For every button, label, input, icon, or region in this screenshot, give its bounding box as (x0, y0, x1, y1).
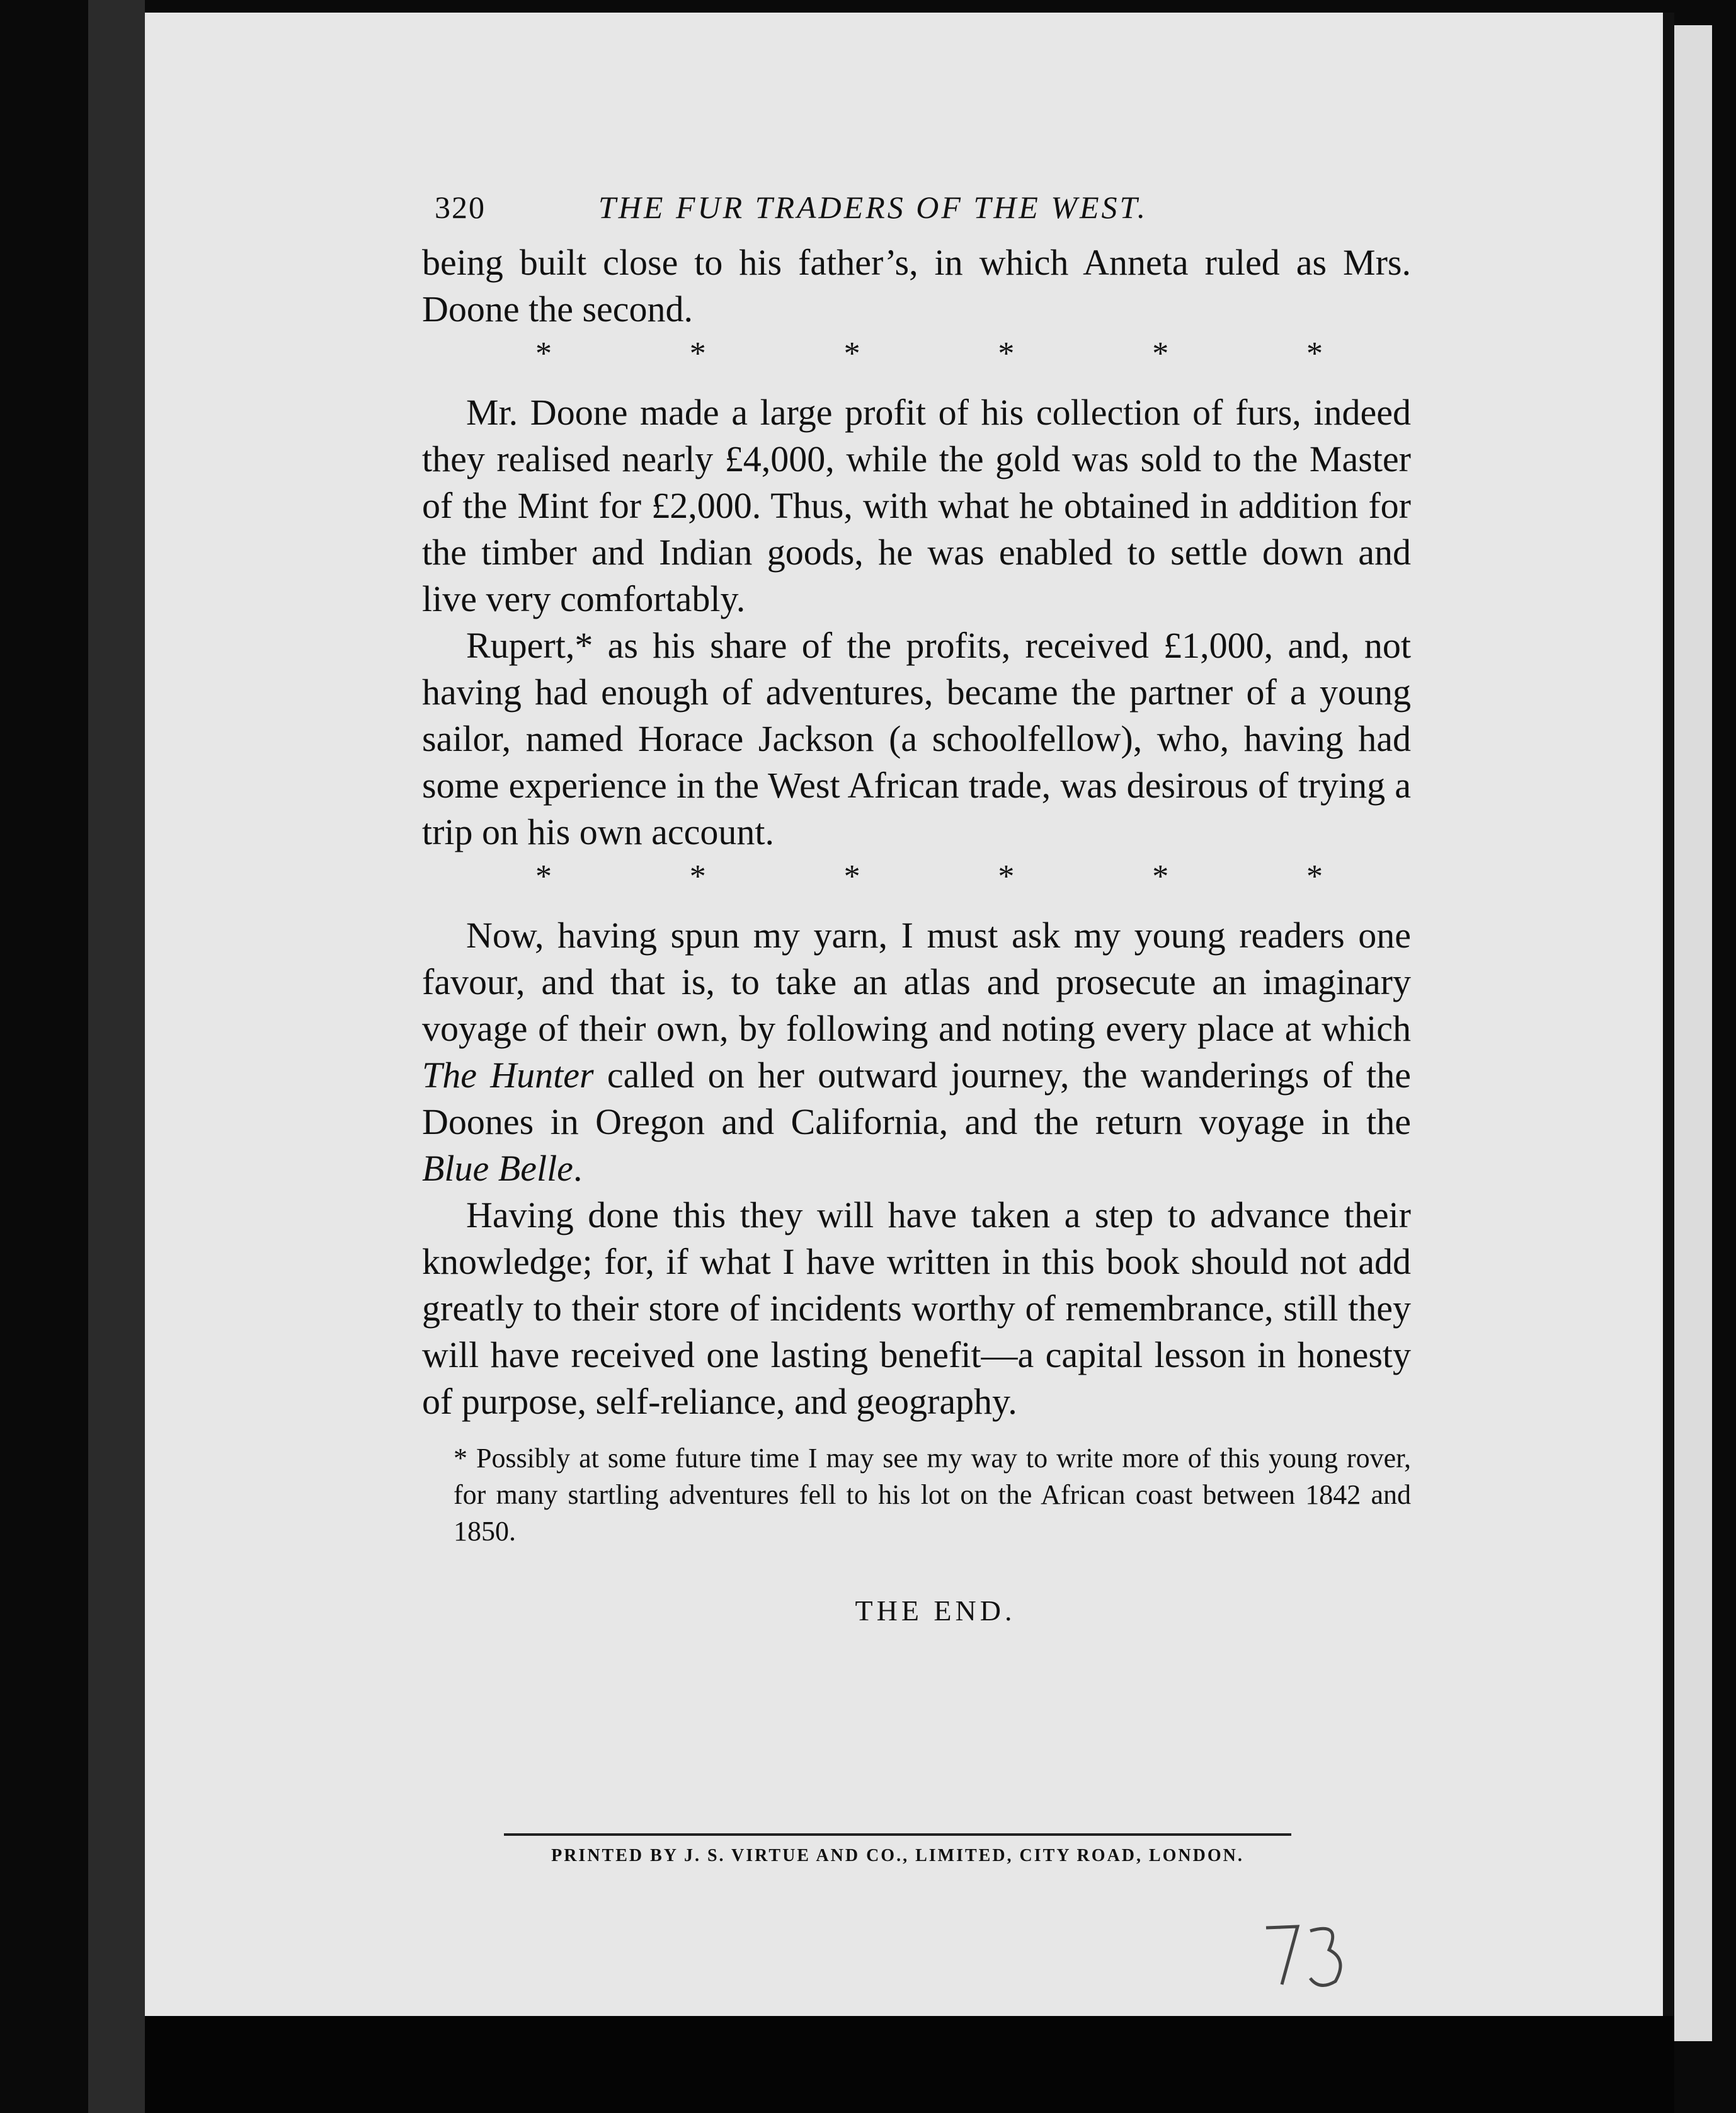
section-star: * (998, 336, 1015, 372)
ship-name-blue-belle: Blue Belle (422, 1148, 573, 1189)
handwritten-pencil-mark (1260, 1915, 1354, 1991)
paragraph-rupert: Rupert,* as his share of the profits, received £1,000, and, not having had enough of adventures, became the partner of a young sailor, named Horace Jackson (a schoolfellow), who, having had some experience in the West African trade, was desirous of trying a trip on his own account. (422, 625, 1411, 852)
book-binding (88, 0, 145, 2113)
page-edge (1663, 13, 1674, 2016)
bottom-shadow (145, 2016, 1674, 2113)
paragraph-yarn-text: Now, having spun my yarn, I must ask my young readers one favour, and that is, to take an atlas and prosecute an imaginary voyage of their own, by following and noting every place at which (422, 915, 1411, 1049)
continued-paragraph: being built close to his father’s, in which Anneta ruled as Mrs. Doone the second. (422, 242, 1411, 329)
footnote (422, 1440, 1411, 1550)
text-block (422, 183, 1411, 1627)
adjacent-page-sliver (1674, 25, 1712, 2041)
section-break-stars (422, 335, 1411, 373)
section-star: * (1152, 859, 1169, 895)
imprint-rule (504, 1833, 1291, 1836)
ship-name-hunter: The Hunter (422, 1055, 594, 1096)
section-star: * (689, 859, 706, 895)
paragraph-yarn-text: . (573, 1148, 583, 1189)
paragraph-yarn (422, 912, 1411, 1192)
running-head (422, 183, 1411, 239)
section-star: * (535, 336, 552, 372)
section-star: * (689, 336, 706, 372)
section-star: * (998, 859, 1015, 895)
section-break-stars (422, 858, 1411, 896)
section-star: * (1152, 336, 1169, 372)
section-star: * (1306, 336, 1323, 372)
section-star: * (843, 859, 860, 895)
paragraph-profit: Mr. Doone made a large profit of his collection of furs, indeed they realised nearly £4,000, while the gold was sold to the Master of the Mint for £2,000. Thus, with what he obtained in addition for the timber and Indian goods, he was enabled to settle down and live very comfortably. (422, 392, 1411, 619)
section-star: * (535, 859, 552, 895)
page-number: 320 (435, 190, 486, 225)
section-star: * (843, 336, 860, 372)
running-head-title: THE FUR TRADERS OF THE WEST. (598, 190, 1148, 225)
paragraph-yarn-text: called on her outward journey, the wanderings of the Doones in Oregon and California, and the return voyage in the (422, 1055, 1411, 1142)
the-end-heading: THE END. (855, 1595, 1016, 1627)
printer-imprint: PRINTED BY J. S. VIRTUE AND CO., LIMITED, CITY ROAD, LONDON. (551, 1846, 1244, 1865)
footnote-text: * Possibly at some future time I may see my way to write more of this young rover, for many startling adventures fell to his lot on the African coast between 1842 and 1850. (454, 1443, 1411, 1547)
paragraph-advance: Having done this they will have taken a step to advance their knowledge; for, if what I have written in this book should not add greatly to their store of incidents worthy of remembrance, still they will have received one lasting benefit—a capital lesson in honesty of purpose, self-reliance, and geography. (422, 1194, 1411, 1422)
section-star: * (1306, 859, 1323, 895)
